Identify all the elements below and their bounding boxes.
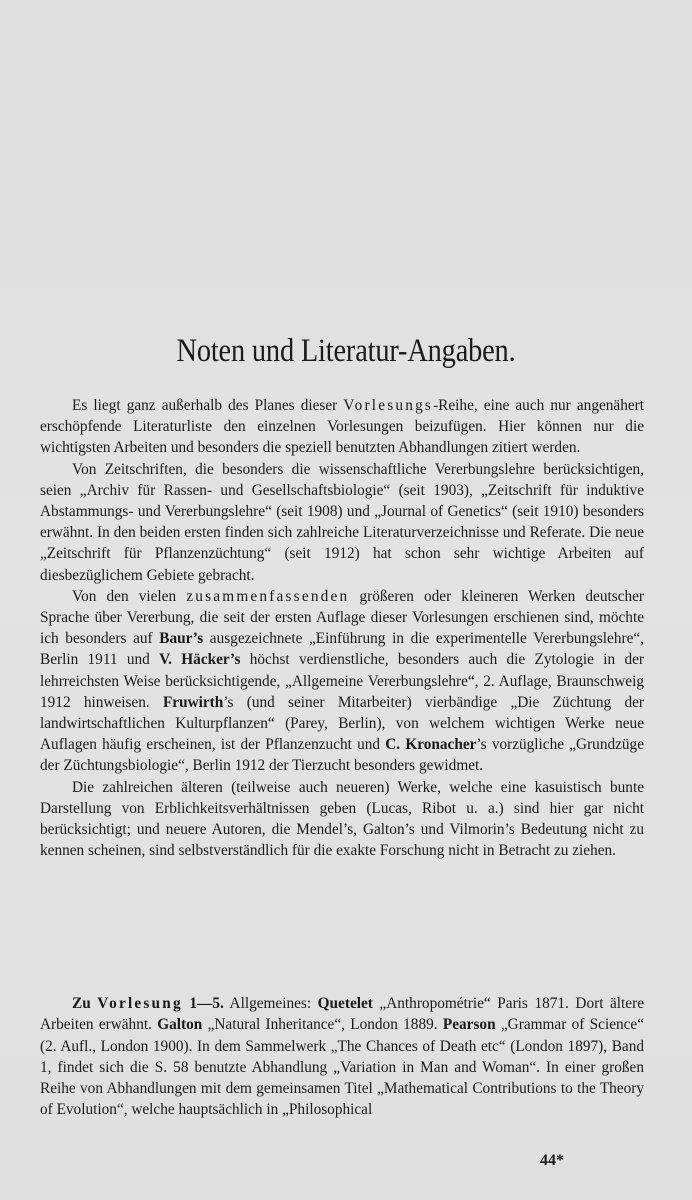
author-name: V. Häcker’s xyxy=(159,651,241,669)
text-span: Allgemeines: xyxy=(223,995,318,1012)
intro-paragraph-3 xyxy=(40,586,644,777)
lecture-paragraph xyxy=(40,993,644,1121)
text-span: „Anthropométrie“ Paris 1871. Dort ältere Arbeiten erwähnt. xyxy=(40,995,644,1034)
intro-paragraph-1 xyxy=(40,395,644,459)
author-name: Baur’s xyxy=(159,630,204,648)
intro-paragraph-2: Von Zeitschriften, die besonders die wissenschaftliche Vererbungslehre berücksichtigen, seien „Archiv für Rassen- und Gesellschaftsbiologie“ (seit 1903), „Zeitschrift für induktive Abstammungs- und Vererbungslehre“ (seit 1908) und „Journal of Genetics“ (seit 1910) besonders erwähnt. In den beiden ersten finden sich zahlreiche Literaturverzeichnisse und Referate. Die neue „Zeitschrift für Pflanzenzüchtung“ (seit 1912) hat schon sehr wichtige Arbeiten auf diesbezüglichem Gebiete gebracht. xyxy=(40,460,644,584)
text-span: ausgezeichnete „Einführung in die experimentelle Vererbungslehre“, Berlin 1911 und xyxy=(40,630,644,669)
page-number: 44* xyxy=(540,1152,564,1169)
author-name: Quetelet xyxy=(317,995,373,1012)
text-span: Von den vielen xyxy=(72,587,187,605)
intro-section xyxy=(40,395,644,861)
lecture-notes-section xyxy=(40,993,644,1121)
text-span: Es liegt ganz außerhalb des Planes dieser xyxy=(72,397,344,414)
lecture-heading: Vorlesung xyxy=(97,995,183,1012)
lecture-heading-prefix: Zu xyxy=(72,995,98,1012)
page-title: Noten und Literatur-Angaben. xyxy=(176,333,516,369)
author-name: Pearson xyxy=(442,1016,496,1034)
author-name: Fruwirth xyxy=(162,693,224,711)
text-span: „Grammar of Science“ (2. Aufl., London 1900). In dem Sammelwerk „The Chances of Death etc“ (London 1897), Band 1, findet sich die S. 58 benutzte Abhandlung „Variation in Man and Woman“. In einer großen Reihe von Abhandlungen mit dem gemeinsamen Titel „Mathematical Contributions to the Theory of Evolution“, welche hauptsächlich in „Philosophical xyxy=(40,1016,644,1119)
text-span: „Natural Inheritance“, London 1889. xyxy=(202,1016,443,1034)
author-name: C. Kronacher xyxy=(385,736,477,754)
spaced-term: zusammenfassenden xyxy=(186,587,350,605)
text-span: ’s vorzügliche „Grundzüge der Züchtungsbiologie“, Berlin 1912 der Tierzucht besonders gewidmet. xyxy=(40,736,644,775)
spaced-term: Vorlesungs xyxy=(343,397,434,414)
lecture-range: 1—5. xyxy=(182,995,224,1012)
author-name: Galton xyxy=(157,1016,203,1034)
text-span: ’s (und seiner Mitarbeiter) vierbändige „Die Züchtung der landwirtschaftlichen Kulturpflanzen“ (Parey, Berlin), von welchem wichtigen Werke neue Auflagen häufig erscheinen, ist der Pflanzenzucht und xyxy=(40,693,644,754)
intro-paragraph-4: Die zahlreichen älteren (teilweise auch neueren) Werke, welche eine kasuistisch bunte Darstellung von Erblichkeitsverhältnissen geben (Lucas, Ribot u. a.) sind hier gar nicht berücksichtigt; und neuere Autoren, die Mendel’s, Galton’s und Vilmorin’s Bedeutung nicht zu kennen scheinen, sind selbstverständlich für die exakte Forschung nicht in Betracht zu ziehen. xyxy=(40,778,644,860)
text-span: größeren oder kleineren Werken deutscher Sprache über Vererbung, die seit der ersten Auflage dieser Vorlesungen erschienen sind, möchte ich besonders auf xyxy=(40,587,644,648)
text-span: höchst verdienstliche, besonders auch die Zytologie in der lehrreichsten Weise berücksichtigende, „Allgemeine Vererbungslehre“, 2. Auflage, Braunschweig 1912 hinweisen. xyxy=(40,651,644,711)
text-span: -Reihe, eine auch nur angenähert erschöpfende Literaturliste den einzelnen Vorlesungen beizufügen. Hier können nur die wichtigsten Arbeiten und besonders die speziell benutzten Abhandlungen zitiert werden. xyxy=(40,397,644,457)
